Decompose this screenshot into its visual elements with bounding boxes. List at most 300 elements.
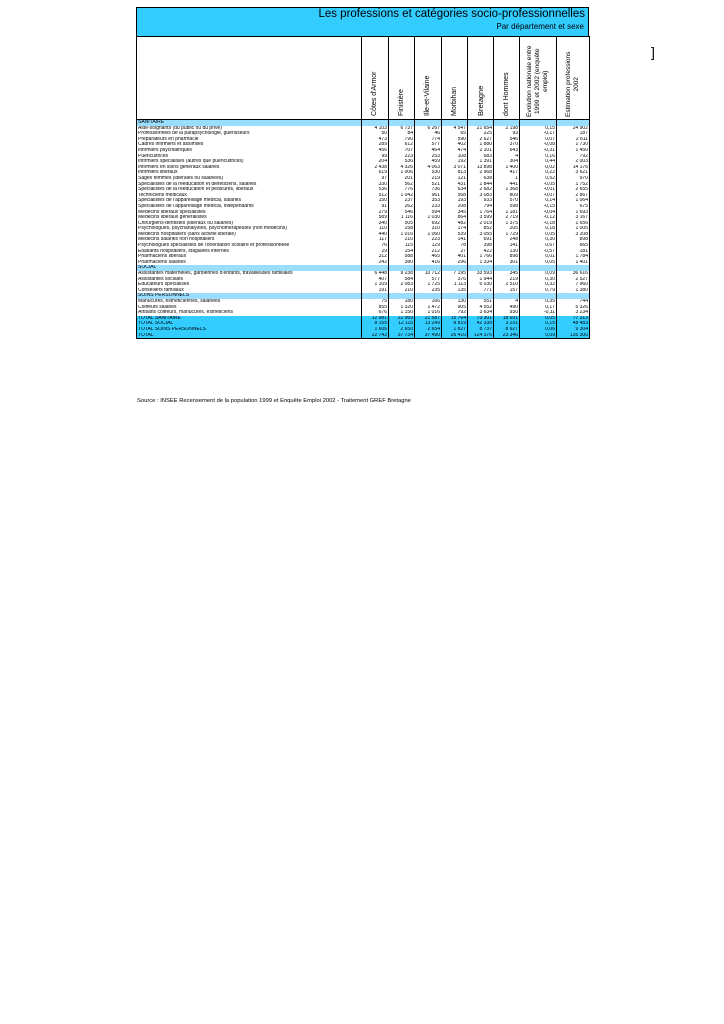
cell-value: 683 bbox=[468, 154, 494, 160]
cell-value: 1 375 bbox=[494, 221, 520, 227]
cell-value: 1 401 bbox=[557, 260, 590, 266]
column-header-line: Estimation professions bbox=[565, 51, 572, 117]
cell-value: 676 bbox=[362, 310, 389, 316]
cell-value: 5 326 bbox=[557, 305, 590, 311]
cell-value: 219 bbox=[415, 176, 442, 182]
cell-value: 1 005 bbox=[557, 226, 590, 232]
row-label: Pharmaciens libéraux bbox=[137, 254, 362, 260]
row-label: Techniciens médicaux bbox=[137, 193, 362, 199]
cell-value: 546 bbox=[389, 210, 415, 216]
cell-value: 1 bbox=[494, 176, 520, 182]
cell-value: 0,02 bbox=[520, 165, 557, 171]
cell-value: 14 176 bbox=[557, 165, 590, 171]
cell-value: 930 bbox=[494, 310, 520, 316]
total-value: 8 819 bbox=[442, 321, 468, 327]
column-header-line: Côtes d'Armor bbox=[371, 71, 378, 116]
cell-value: 1 150 bbox=[389, 310, 415, 316]
cell-value: 570 bbox=[494, 198, 520, 204]
column-header bbox=[557, 37, 590, 120]
cell-value: 3 208 bbox=[557, 232, 590, 238]
cell-value: -0,07 bbox=[520, 193, 557, 199]
cell-value: 584 bbox=[389, 277, 415, 283]
total-value: 3 231 bbox=[494, 321, 520, 327]
cell-value: -0,04 bbox=[520, 210, 557, 216]
cell-value: 6 030 bbox=[468, 282, 494, 288]
cell-value: 1 725 bbox=[415, 282, 442, 288]
total-value: 12 981 bbox=[362, 316, 389, 322]
row-label: Médecins libéraux généralistes bbox=[137, 215, 362, 221]
row-label: Infirmiers libéraux bbox=[137, 170, 362, 176]
cell-value: 794 bbox=[468, 204, 494, 210]
column-header-line: Finistère bbox=[397, 89, 405, 116]
cell-value: 304 bbox=[494, 159, 520, 165]
cell-value: 4 063 bbox=[415, 165, 442, 171]
cell-value: 3 634 bbox=[468, 310, 494, 316]
cell-value: 2 811 bbox=[557, 137, 590, 143]
cell-value: 1 944 bbox=[468, 277, 494, 283]
cell-value: 154 bbox=[389, 249, 415, 255]
cell-value: 223 bbox=[415, 237, 442, 243]
cell-value: 301 bbox=[494, 260, 520, 266]
cell-value: 0,30 bbox=[520, 237, 557, 243]
cell-value: 1 729 bbox=[494, 232, 520, 238]
column-header-label bbox=[526, 45, 550, 117]
column-header bbox=[415, 37, 442, 120]
total-value: 8 737 bbox=[468, 327, 494, 333]
stray-mark: ] bbox=[651, 44, 655, 60]
cell-value: 2 655 bbox=[557, 187, 590, 193]
total-value: 9 304 bbox=[557, 327, 590, 333]
cell-value: 568 bbox=[442, 193, 468, 199]
cell-value: 310 bbox=[415, 226, 442, 232]
row-label: Médecins libéraux spécialistes bbox=[137, 210, 362, 216]
cell-value: 474 bbox=[442, 148, 468, 154]
total-value: 12 115 bbox=[389, 321, 415, 327]
cell-value: 2 019 bbox=[468, 221, 494, 227]
cell-value: 3 599 bbox=[468, 215, 494, 221]
cell-value: 219 bbox=[494, 277, 520, 283]
total-value: 0,06 bbox=[520, 327, 557, 333]
cell-value: 225 bbox=[468, 131, 494, 137]
cell-value: 1 042 bbox=[389, 193, 415, 199]
cell-value: 1 006 bbox=[389, 170, 415, 176]
total-value: 2 650 bbox=[389, 327, 415, 333]
cell-value: 9 238 bbox=[389, 271, 415, 277]
cell-value: 6 448 bbox=[362, 271, 389, 277]
cell-value: 115 bbox=[389, 243, 415, 249]
cell-value: 416 bbox=[415, 260, 442, 266]
cell-value: 0,32 bbox=[520, 282, 557, 288]
cell-value: 536 bbox=[389, 159, 415, 165]
cell-value: 141 bbox=[442, 237, 468, 243]
total-value: 22 969 bbox=[389, 316, 415, 322]
total-value: 73 301 bbox=[468, 316, 494, 322]
cell-value: 577 bbox=[415, 142, 442, 148]
header-blank-cell bbox=[137, 37, 362, 120]
cell-value: 279 bbox=[362, 210, 389, 216]
cell-value: 24 902 bbox=[557, 126, 590, 132]
cell-value: 2 627 bbox=[468, 137, 494, 143]
total-value: 8 927 bbox=[494, 327, 520, 333]
cell-value: -0,18 bbox=[520, 221, 557, 227]
cell-value: 0,18 bbox=[520, 226, 557, 232]
cell-value: -0,11 bbox=[520, 310, 557, 316]
cell-value: 792 bbox=[557, 154, 590, 160]
row-label: Conseillers familiaux bbox=[137, 288, 362, 294]
cell-value: 1 060 bbox=[415, 232, 442, 238]
cell-value: 0,35 bbox=[520, 299, 557, 305]
cell-value: 1 730 bbox=[557, 142, 590, 148]
title-bar bbox=[136, 7, 589, 36]
row-label: Cadres infirmiers et assimilés bbox=[137, 142, 362, 148]
cell-value: 864 bbox=[442, 215, 468, 221]
total-value: 18 691 bbox=[494, 316, 520, 322]
total-value: 48 483 bbox=[557, 321, 590, 327]
cell-value: 223 bbox=[389, 154, 415, 160]
cell-value: 46 bbox=[415, 131, 442, 137]
cell-value: 3 071 bbox=[442, 165, 468, 171]
cell-value: 84 bbox=[389, 131, 415, 137]
cell-value: 417 bbox=[494, 170, 520, 176]
total-value: 0,15 bbox=[520, 321, 557, 327]
total-label: TOTAL SOINS PERSONNELS bbox=[137, 327, 362, 333]
cell-value: 181 bbox=[557, 249, 590, 255]
cell-value: 33 593 bbox=[468, 271, 494, 277]
cell-value: 135 bbox=[442, 288, 468, 294]
cell-value: 440 bbox=[362, 232, 389, 238]
cell-value: 4 552 bbox=[468, 305, 494, 311]
cell-value: 208 bbox=[442, 204, 468, 210]
cell-value: 3 083 bbox=[468, 193, 494, 199]
total-value: 77 313 bbox=[557, 316, 590, 322]
total-value: 135 300 bbox=[557, 333, 590, 339]
cell-value: 180 bbox=[389, 299, 415, 305]
total-value: 2 654 bbox=[415, 327, 442, 333]
cell-value: 665 bbox=[557, 243, 590, 249]
total-value: 37 734 bbox=[389, 333, 415, 339]
cell-value: 312 bbox=[362, 254, 389, 260]
cell-value: 345 bbox=[494, 271, 520, 277]
cell-value: -0,08 bbox=[520, 142, 557, 148]
cell-value: 809 bbox=[494, 193, 520, 199]
cell-value: 2 968 bbox=[468, 170, 494, 176]
cell-value: 0,07 bbox=[520, 137, 557, 143]
cell-value: 1 380 bbox=[557, 288, 590, 294]
row-label: Etudiants hospitaliers, stagiaires internes bbox=[137, 249, 362, 255]
total-label: TOTAL SOCIAL bbox=[137, 321, 362, 327]
total-value: 124 376 bbox=[468, 333, 494, 339]
cell-value: 961 bbox=[415, 193, 442, 199]
total-label: TOTAL SANITAIRE bbox=[137, 316, 362, 322]
header-row bbox=[137, 37, 590, 120]
cell-value: 97 bbox=[362, 176, 389, 182]
column-header bbox=[389, 37, 415, 120]
row-label: Professionnels de la parapsychologie, guérisseurs bbox=[137, 131, 362, 137]
cell-value: 933 bbox=[468, 198, 494, 204]
cell-value: 675 bbox=[557, 204, 590, 210]
cell-value: 790 bbox=[389, 137, 415, 143]
cell-value: 505 bbox=[389, 221, 415, 227]
cell-value: 482 bbox=[442, 221, 468, 227]
row-label: Puéricultrices bbox=[137, 154, 362, 160]
cell-value: 0,79 bbox=[520, 288, 557, 294]
cell-value: 0,05 bbox=[520, 232, 557, 238]
cell-value: 258 bbox=[389, 226, 415, 232]
total-row bbox=[137, 333, 590, 339]
total-value: 21 587 bbox=[415, 316, 442, 322]
cell-value: 4 547 bbox=[442, 126, 468, 132]
cell-value: 1 766 bbox=[468, 254, 494, 260]
column-header-line: 2002 bbox=[573, 77, 580, 92]
cell-value: 512 bbox=[362, 193, 389, 199]
column-header-line: Bretagne bbox=[475, 85, 485, 116]
cell-value: 594 bbox=[415, 210, 442, 216]
cell-value: 376 bbox=[442, 277, 468, 283]
cell-value: 707 bbox=[389, 148, 415, 154]
cell-value: 0,52 bbox=[520, 176, 557, 182]
cell-value: 2 101 bbox=[468, 148, 494, 154]
cell-value: -0,57 bbox=[520, 249, 557, 255]
column-header-label bbox=[371, 71, 379, 116]
cell-value: 0,44 bbox=[520, 159, 557, 165]
cell-value: 530 bbox=[415, 170, 442, 176]
section-label: SOCIAL bbox=[137, 265, 362, 271]
cell-value: 598 bbox=[494, 204, 520, 210]
cell-value: 691 bbox=[468, 237, 494, 243]
page-subtitle: Par département et sexe bbox=[496, 22, 584, 31]
cell-value: 1 320 bbox=[389, 305, 415, 311]
row-label: Infirmiers spécialisés (autres que puéricultrices) bbox=[137, 159, 362, 165]
row-label: Spécialistes de la rééducation et pédicures, libéraux bbox=[137, 187, 362, 193]
cell-value: 855 bbox=[362, 305, 389, 311]
cell-value: 0,05 bbox=[520, 260, 557, 266]
cell-value: 3 055 bbox=[468, 232, 494, 238]
data-table bbox=[136, 36, 590, 339]
cell-value: 289 bbox=[362, 142, 389, 148]
cell-value: 75 bbox=[362, 299, 389, 305]
cell-value: 634 bbox=[442, 187, 468, 193]
cell-value: 1 391 bbox=[468, 159, 494, 165]
cell-value: -0,12 bbox=[520, 215, 557, 221]
cell-value: 2 003 bbox=[557, 159, 590, 165]
cell-value: 0,17 bbox=[520, 305, 557, 311]
cell-value: 1 693 bbox=[557, 210, 590, 216]
cell-value: 1 016 bbox=[415, 310, 442, 316]
cell-value: 6 267 bbox=[415, 126, 442, 132]
column-header bbox=[494, 37, 520, 120]
cell-value: 1 368 bbox=[494, 187, 520, 193]
cell-value: 1 880 bbox=[468, 142, 494, 148]
cell-value: 2 719 bbox=[494, 215, 520, 221]
row-label: Spécialistes de la rééducation et diététiciens, salariés bbox=[137, 182, 362, 188]
row-label: Sages femmes (libérales ou salariées) bbox=[137, 176, 362, 182]
row-label: Assistantes maternelles, gardiennes d'enfants, travailleuses familiales bbox=[137, 271, 362, 277]
cell-value: 1 752 bbox=[557, 182, 590, 188]
cell-value: 402 bbox=[442, 142, 468, 148]
cell-value: 150 bbox=[362, 198, 389, 204]
column-header-label bbox=[565, 52, 581, 117]
cell-value: 210 bbox=[389, 288, 415, 294]
cell-value: 465 bbox=[415, 254, 442, 260]
cell-value: 129 bbox=[415, 243, 442, 249]
cell-value: 0,09 bbox=[520, 271, 557, 277]
cell-value: 157 bbox=[494, 288, 520, 294]
row-label: Educateurs spécialisés bbox=[137, 282, 362, 288]
cell-value: 36 616 bbox=[557, 271, 590, 277]
cell-value: 193 bbox=[442, 198, 468, 204]
cell-value: 166 bbox=[415, 299, 442, 305]
total-value: 23 346 bbox=[494, 333, 520, 339]
cell-value: 771 bbox=[468, 288, 494, 294]
cell-value: 898 bbox=[494, 254, 520, 260]
total-value: 22 742 bbox=[362, 333, 389, 339]
total-value: 1 606 bbox=[362, 327, 389, 333]
cell-value: 345 bbox=[442, 210, 468, 216]
column-header-line: Evolution nationale entre bbox=[526, 45, 533, 117]
table-sheet bbox=[136, 7, 589, 339]
row-label: Aide-soignants (du public ou du privé) bbox=[137, 126, 362, 132]
column-header-label bbox=[477, 86, 485, 116]
total-value: 8 155 bbox=[362, 321, 389, 327]
cell-value: 0,22 bbox=[520, 170, 557, 176]
cell-value: 539 bbox=[442, 232, 468, 238]
total-value: 37 490 bbox=[415, 333, 442, 339]
row-label: Pharmaciens salariés bbox=[137, 260, 362, 266]
cell-value: 121 bbox=[442, 176, 468, 182]
cell-value: 93 bbox=[494, 131, 520, 137]
column-header-line: Ille-et-Vilaine bbox=[424, 75, 431, 116]
cell-value: 562 bbox=[389, 182, 415, 188]
cell-value: 212 bbox=[415, 249, 442, 255]
cell-value: 210 bbox=[389, 237, 415, 243]
cell-value: 27 bbox=[442, 249, 468, 255]
cell-value: 590 bbox=[442, 137, 468, 143]
column-header bbox=[362, 37, 389, 120]
cell-value: 340 bbox=[362, 221, 389, 227]
cell-value: 441 bbox=[494, 182, 520, 188]
cell-value: 577 bbox=[415, 277, 442, 283]
cell-value: 1 764 bbox=[468, 210, 494, 216]
cell-value: 187 bbox=[557, 131, 590, 137]
total-value: 0,05 bbox=[520, 316, 557, 322]
cell-value: 130 bbox=[494, 249, 520, 255]
total-value: 1 827 bbox=[442, 327, 468, 333]
cell-value: 1 016 bbox=[389, 232, 415, 238]
cell-value: 1 334 bbox=[468, 260, 494, 266]
cell-value: 1 844 bbox=[468, 182, 494, 188]
cell-value: 3 167 bbox=[557, 215, 590, 221]
total-label: TOTAL bbox=[137, 333, 362, 339]
column-header bbox=[442, 37, 468, 120]
cell-value: 4 bbox=[494, 154, 520, 160]
row-label: Préparateurs en pharmacie bbox=[137, 137, 362, 143]
cell-value: 380 bbox=[389, 260, 415, 266]
cell-value: 3 234 bbox=[557, 310, 590, 316]
cell-value: 0,30 bbox=[520, 277, 557, 283]
cell-value: 612 bbox=[389, 142, 415, 148]
total-value: 0,09 bbox=[520, 333, 557, 339]
cell-value: 464 bbox=[415, 148, 442, 154]
cell-value: 99 bbox=[362, 154, 389, 160]
cell-value: 401 bbox=[442, 254, 468, 260]
cell-value: 2 438 bbox=[362, 165, 389, 171]
cell-value: 2 083 bbox=[389, 282, 415, 288]
cell-value: 1 472 bbox=[415, 305, 442, 311]
cell-value: 353 bbox=[415, 198, 442, 204]
row-label: Psychologues spécialistes de l'orientation scolaire et professionnelle bbox=[137, 243, 362, 249]
cell-value: 619 bbox=[362, 170, 389, 176]
cell-value: 456 bbox=[362, 148, 389, 154]
column-header-line: Morbihan bbox=[450, 86, 458, 116]
cell-value: -0,31 bbox=[520, 148, 557, 154]
cell-value: 1 400 bbox=[494, 165, 520, 171]
cell-value: 91 bbox=[362, 204, 389, 210]
cell-value: -0,05 bbox=[520, 182, 557, 188]
cell-value: 21 654 bbox=[468, 126, 494, 132]
row-label: Chirurgiens-dentistes (libéraux ou salariés) bbox=[137, 221, 362, 227]
cell-value: -0,01 bbox=[520, 187, 557, 193]
row-label: Artisans coiffeurs, manucures, esthéticiens bbox=[137, 310, 362, 316]
cell-value: 262 bbox=[389, 204, 415, 210]
row-label: Manucures, esthéticiennes, salariées bbox=[137, 299, 362, 305]
cell-value: 1 064 bbox=[557, 198, 590, 204]
cell-value: 192 bbox=[442, 159, 468, 165]
row-label: Infirmiers en soins généraux salariés bbox=[137, 165, 362, 171]
cell-value: 65 bbox=[442, 131, 468, 137]
cell-value: 130 bbox=[442, 299, 468, 305]
cell-value: 174 bbox=[442, 226, 468, 232]
cell-value: 1 116 bbox=[389, 215, 415, 221]
cell-value: 0,16 bbox=[520, 154, 557, 160]
cell-value: 1 656 bbox=[557, 221, 590, 227]
cell-value: 4 326 bbox=[389, 165, 415, 171]
column-header bbox=[520, 37, 557, 120]
cell-value: 76 bbox=[362, 243, 389, 249]
cell-value: 0,14 bbox=[520, 198, 557, 204]
cell-value: 1 784 bbox=[557, 254, 590, 260]
cell-value: 330 bbox=[362, 182, 389, 188]
cell-value: 2 198 bbox=[494, 126, 520, 132]
column-header-line: dont Hommes bbox=[502, 72, 510, 116]
cell-value: 638 bbox=[468, 176, 494, 182]
cell-value: 643 bbox=[494, 148, 520, 154]
cell-value: 4 bbox=[494, 299, 520, 305]
column-header-label bbox=[424, 76, 432, 116]
total-value: 13 249 bbox=[415, 321, 442, 327]
cell-value: 473 bbox=[362, 137, 389, 143]
cell-value: 141 bbox=[494, 243, 520, 249]
cell-value: 13 898 bbox=[468, 165, 494, 171]
row-label: Assistantes sociales bbox=[137, 277, 362, 283]
cell-value: 459 bbox=[415, 159, 442, 165]
cell-value: 191 bbox=[362, 288, 389, 294]
row-label: Spécialistes de l'appareillage médical, salariés bbox=[137, 198, 362, 204]
row-label: Infirmiers psychiatriques bbox=[137, 148, 362, 154]
cell-value: -0,17 bbox=[520, 131, 557, 137]
column-header bbox=[468, 37, 494, 120]
cell-value: 204 bbox=[362, 159, 389, 165]
cell-value: 744 bbox=[557, 299, 590, 305]
row-label: Coiffeurs salariés bbox=[137, 305, 362, 311]
cell-value: 1 113 bbox=[442, 282, 468, 288]
cell-value: 898 bbox=[557, 237, 590, 243]
cell-value: 692 bbox=[415, 221, 442, 227]
cell-value: 29 bbox=[362, 249, 389, 255]
cell-value: 546 bbox=[494, 137, 520, 143]
row-label: Médecins salariés non hospitaliers bbox=[137, 237, 362, 243]
cell-value: 4 103 bbox=[362, 126, 389, 132]
column-header-label bbox=[398, 89, 406, 116]
